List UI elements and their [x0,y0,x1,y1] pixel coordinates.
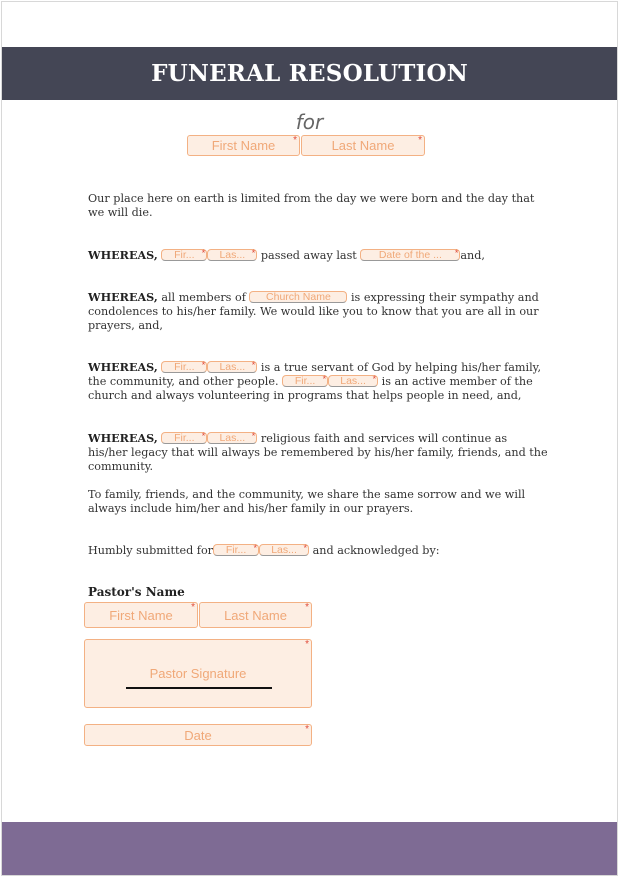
required-marker: * [372,374,377,384]
required-marker: * [418,135,422,146]
required-marker: * [305,639,309,650]
field-placeholder: Pastor Signature [149,666,247,681]
whereas-label: WHEREAS, [88,431,158,445]
pastor-name-heading: Pastor's Name [88,585,185,599]
whereas-paragraph-1 [88,248,548,263]
paragraph-text: passed away last [260,249,357,262]
whereas-paragraph-4 [88,431,548,474]
page-title: FUNERAL RESOLUTION [151,60,468,87]
whereas-paragraph-2 [88,290,548,333]
field-placeholder: Fir... [174,432,195,444]
date-of-death-field[interactable] [360,249,460,261]
field-placeholder: Date of the ... [378,249,442,261]
paragraph-text: Humbly submitted for [88,544,214,557]
last-name-inline-field[interactable] [328,375,378,387]
paragraph-text: is an active member of the church and always volunteering in programs that helps people in need, and, [88,375,533,402]
for-label: for [295,110,324,134]
pastor-first-name-field[interactable] [84,602,198,628]
footer-band [2,822,617,876]
last-name-inline-field[interactable] [207,432,257,444]
required-marker: * [201,360,206,370]
submitted-line [88,544,548,558]
church-name-field[interactable] [249,291,347,303]
field-placeholder: Las... [271,544,297,556]
field-placeholder: Fir... [174,249,195,261]
closing-paragraph: To family, friends, and the community, we share the same sorrow and we will always include him/her and his/her family in our prayers. [88,488,526,515]
field-placeholder: Fir... [225,544,247,556]
field-placeholder: Las... [219,249,246,261]
pastor-signature-field[interactable] [84,639,312,708]
whereas-paragraph-3 [88,360,548,403]
paragraph-text: religious faith and services will continue as his/her legacy that will always be remembered by his/her family, friends, and the community. [88,432,548,473]
first-name-inline-field[interactable] [161,249,207,261]
last-name-inline-field[interactable] [207,361,257,373]
field-placeholder: Fir... [174,361,195,373]
required-marker: * [253,543,258,553]
field-placeholder: Church Name [266,291,331,303]
field-placeholder: First Name [109,607,173,623]
whereas-label: WHEREAS, [88,248,158,262]
deceased-first-name-field[interactable] [187,135,300,156]
field-placeholder: Fir... [294,375,316,387]
field-placeholder: Las... [219,432,246,444]
paragraph-text: is expressing their sympathy and condolences to his/her family. We would like you to know that you are all in our prayers, and, [88,291,539,332]
required-marker: * [201,248,206,258]
pastor-last-name-field[interactable] [199,602,312,628]
date-field[interactable] [84,724,312,746]
field-placeholder: Date [184,727,212,743]
required-marker: * [201,431,206,441]
title-banner [2,47,617,100]
document-page [1,1,618,876]
paragraph-text: is a true servant of God by helping his/her family, the community, and other people. [88,361,542,388]
required-marker: * [191,602,195,613]
required-marker: * [251,248,256,258]
intro-paragraph: Our place here on earth is limited from the day we were born and the day that we will die. [88,192,535,219]
first-name-inline-field[interactable] [282,375,328,387]
required-marker: * [305,724,309,735]
last-name-inline-field[interactable] [259,544,309,556]
first-name-inline-field[interactable] [213,544,259,556]
whereas-label: WHEREAS, [88,290,158,304]
required-marker: * [251,431,256,441]
required-marker: * [454,248,459,258]
required-marker: * [322,374,327,384]
last-name-inline-field[interactable] [207,249,257,261]
field-placeholder: Las... [340,375,366,387]
field-placeholder: Last Name [331,138,395,153]
field-placeholder: First Name [211,138,276,153]
required-marker: * [251,360,256,370]
field-placeholder: Las... [219,361,246,373]
required-marker: * [303,543,308,553]
paragraph-text: and, [460,249,485,262]
required-marker: * [293,135,297,146]
deceased-last-name-field[interactable] [301,135,425,156]
paragraph-text: and acknowledged by: [312,544,440,557]
signature-line [126,687,272,689]
field-placeholder: Last Name [224,607,287,623]
first-name-inline-field[interactable] [161,361,207,373]
paragraph-text: all members of [161,291,246,304]
whereas-label: WHEREAS, [88,360,158,374]
first-name-inline-field[interactable] [161,432,207,444]
required-marker: * [305,602,309,613]
